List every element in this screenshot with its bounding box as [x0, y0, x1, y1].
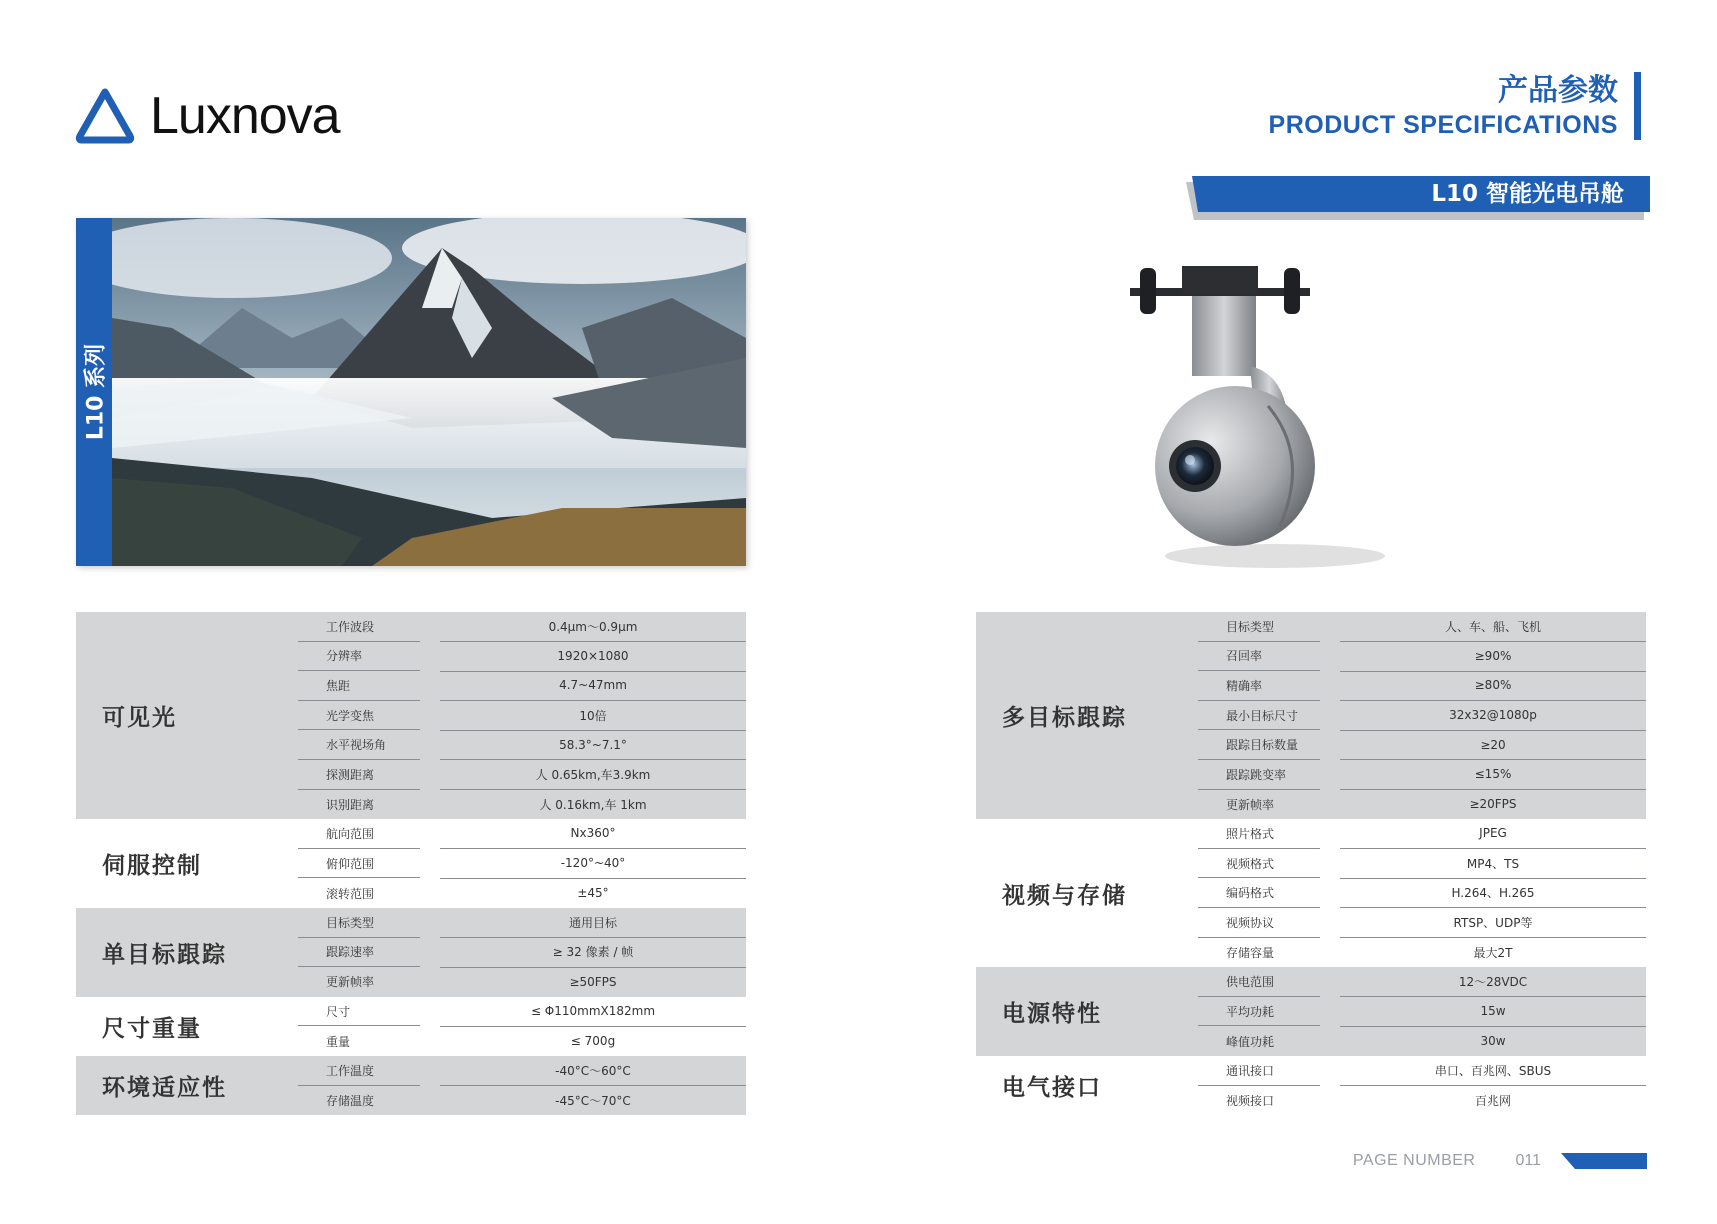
spec-param-value: 百兆网 — [1474, 1093, 1511, 1108]
spec-param-value: H.264、H.265 — [1340, 878, 1646, 909]
spec-param-name: 跟踪跳变率 — [1198, 760, 1320, 790]
spec-row — [1198, 760, 1646, 790]
spec-group-title: 伺服控制 — [102, 853, 202, 880]
spec-row — [298, 819, 746, 849]
spec-param-value: ≥80% — [1340, 671, 1646, 702]
header-accent-bar — [1634, 72, 1641, 140]
spec-group-title: 可见光 — [102, 705, 177, 732]
hero-side-label: L10 系列 — [83, 343, 109, 441]
spec-param-name: 通讯接口 — [1198, 1056, 1320, 1086]
spec-param-name: 分辨率 — [298, 642, 420, 672]
spec-group — [76, 612, 746, 819]
spec-param-value: RTSP、UDP等 — [1340, 907, 1646, 938]
spec-group-title: 单目标跟踪 — [102, 941, 227, 968]
spec-row — [1198, 908, 1646, 938]
spec-row — [1198, 967, 1646, 997]
spec-row — [298, 612, 746, 642]
spec-param-name: 航向范围 — [298, 819, 420, 849]
spec-param-name: 光学变焦 — [298, 701, 420, 731]
page-title-en: PRODUCT SPECIFICATIONS — [1268, 111, 1618, 139]
page-number: 011 — [1515, 1152, 1541, 1169]
spec-param-name: 视频协议 — [1198, 908, 1320, 938]
spec-group-title: 尺寸重量 — [102, 1015, 202, 1042]
spec-row — [298, 1056, 746, 1086]
brand-logo — [74, 86, 340, 146]
product-banner — [1192, 176, 1650, 220]
spec-table-left — [76, 612, 746, 1115]
spec-param-name: 滚转范围 — [326, 886, 375, 901]
spec-row — [298, 642, 746, 672]
brand-name: Luxnova — [150, 87, 340, 145]
spec-param-name: 编码格式 — [1198, 878, 1320, 908]
spec-param-value: MP4、TS — [1340, 848, 1646, 879]
spec-param-value: 人 0.65km,车3.9km — [440, 759, 746, 790]
spec-param-name: 更新帧率 — [1226, 797, 1275, 812]
spec-row — [1198, 642, 1646, 672]
spec-param-name: 水平视场角 — [298, 730, 420, 760]
spec-row — [1198, 938, 1646, 968]
spec-row — [1198, 819, 1646, 849]
spec-param-name: 目标类型 — [298, 908, 420, 938]
spec-row — [298, 790, 746, 820]
spec-param-value: ±45° — [577, 886, 609, 901]
spec-param-name: 照片格式 — [1198, 819, 1320, 849]
spec-row — [298, 849, 746, 879]
spec-row — [298, 1026, 746, 1056]
spec-param-value: ≤ Φ110mmX182mm — [440, 996, 746, 1027]
page-header — [1269, 72, 1641, 140]
spec-param-value: 串口、百兆网、SBUS — [1340, 1055, 1646, 1086]
spec-row — [1198, 701, 1646, 731]
gimbal-camera-image — [1120, 256, 1420, 576]
spec-row — [1198, 1026, 1646, 1056]
spec-param-name: 跟踪速率 — [298, 938, 420, 968]
spec-param-value: -45°C～70°C — [555, 1093, 631, 1108]
spec-row — [1198, 1086, 1646, 1116]
spec-group — [76, 997, 746, 1056]
spec-param-value: ≥20FPS — [1469, 797, 1517, 812]
spec-row — [1198, 612, 1646, 642]
banner-label: L10 智能光电吊舱 — [1431, 181, 1624, 207]
spec-row — [298, 671, 746, 701]
spec-group — [976, 1056, 1646, 1115]
spec-row — [1198, 790, 1646, 820]
spec-param-name: 目标类型 — [1198, 612, 1320, 642]
spec-param-name: 工作波段 — [298, 612, 420, 642]
spec-param-value: ≥90% — [1340, 641, 1646, 672]
spec-param-name: 精确率 — [1198, 671, 1320, 701]
spec-param-value: 1920×1080 — [440, 641, 746, 672]
spec-param-name: 存储温度 — [326, 1093, 375, 1108]
hero-image — [76, 218, 746, 566]
spec-param-name: 存储容量 — [1226, 945, 1275, 960]
spec-param-name: 重量 — [326, 1034, 351, 1049]
spec-param-value: ≥20 — [1340, 730, 1646, 761]
spec-param-name: 更新帧率 — [326, 975, 375, 990]
spec-param-value: 12～28VDC — [1340, 967, 1646, 998]
spec-group-title: 环境适应性 — [102, 1075, 227, 1101]
spec-group-title: 多目标跟踪 — [1002, 705, 1127, 732]
spec-param-value: 32x32@1080p — [1340, 700, 1646, 731]
spec-row — [1198, 849, 1646, 879]
spec-group-title: 电气接口 — [1002, 1075, 1102, 1101]
page-title-cn: 产品参数 — [1498, 73, 1618, 108]
spec-row — [298, 760, 746, 790]
spec-param-name: 尺寸 — [298, 997, 420, 1027]
spec-param-value: -40°C～60°C — [440, 1055, 746, 1086]
spec-row — [298, 730, 746, 760]
spec-row — [1198, 671, 1646, 701]
spec-param-name: 峰值功耗 — [1226, 1034, 1275, 1049]
spec-param-name: 焦距 — [298, 671, 420, 701]
spec-param-value: 通用目标 — [440, 907, 746, 938]
spec-param-name: 识别距离 — [326, 797, 375, 812]
spec-param-value: 0.4μm～0.9μm — [440, 612, 746, 643]
spec-group — [76, 819, 746, 908]
spec-param-name: 供电范围 — [1198, 967, 1320, 997]
spec-group — [76, 1056, 746, 1115]
mountain-landscape-image — [112, 218, 746, 566]
spec-table-right — [976, 612, 1646, 1115]
spec-row — [298, 878, 746, 908]
spec-param-value: -120°~40° — [440, 848, 746, 879]
spec-param-value: ≥50FPS — [569, 974, 617, 989]
spec-row — [298, 967, 746, 997]
spec-param-value: Nx360° — [440, 819, 746, 850]
spec-param-name: 探测距离 — [298, 760, 420, 790]
spec-group-title: 视频与存储 — [1002, 882, 1127, 909]
spec-param-value: 15w — [1340, 996, 1646, 1027]
spec-param-value: 最大2T — [1473, 945, 1513, 960]
spec-param-name: 视频格式 — [1198, 849, 1320, 879]
spec-param-name: 召回率 — [1198, 642, 1320, 672]
spec-param-value: 人 0.16km,车 1km — [539, 797, 647, 812]
footer-accent-stripe — [1561, 1153, 1647, 1169]
spec-param-value: ≤ 700g — [570, 1034, 616, 1049]
spec-param-value: 4.7~47mm — [440, 671, 746, 702]
spec-param-name: 跟踪目标数量 — [1198, 730, 1320, 760]
spec-row — [1198, 1056, 1646, 1086]
spec-param-value: JPEG — [1340, 819, 1646, 850]
luxnova-logo-icon — [74, 86, 136, 146]
spec-row — [298, 997, 746, 1027]
spec-param-value: 人、车、船、飞机 — [1340, 612, 1646, 643]
page-number-label: PAGE NUMBER — [1352, 1152, 1476, 1169]
spec-row — [1198, 878, 1646, 908]
spec-row — [298, 908, 746, 938]
spec-param-name: 工作温度 — [298, 1056, 420, 1086]
spec-row — [298, 1086, 746, 1116]
spec-row — [298, 938, 746, 968]
spec-param-value: 58.3°~7.1° — [440, 730, 746, 761]
spec-group-title: 电源特性 — [1002, 1001, 1102, 1028]
spec-group — [976, 612, 1646, 819]
spec-group — [976, 967, 1646, 1056]
spec-param-value: 30w — [1480, 1034, 1506, 1049]
spec-row — [1198, 997, 1646, 1027]
spec-group — [976, 819, 1646, 967]
spec-param-name: 最小目标尺寸 — [1198, 701, 1320, 731]
page-footer — [1353, 1152, 1647, 1170]
spec-row — [298, 701, 746, 731]
spec-param-value: ≥ 32 像素 / 帧 — [440, 937, 746, 968]
spec-param-name: 平均功耗 — [1198, 997, 1320, 1027]
spec-param-value: 10倍 — [440, 700, 746, 731]
spec-param-name: 俯仰范围 — [298, 849, 420, 879]
spec-row — [1198, 730, 1646, 760]
spec-param-value: ≤15% — [1340, 759, 1646, 790]
spec-group — [76, 908, 746, 997]
spec-param-name: 视频接口 — [1226, 1093, 1275, 1108]
